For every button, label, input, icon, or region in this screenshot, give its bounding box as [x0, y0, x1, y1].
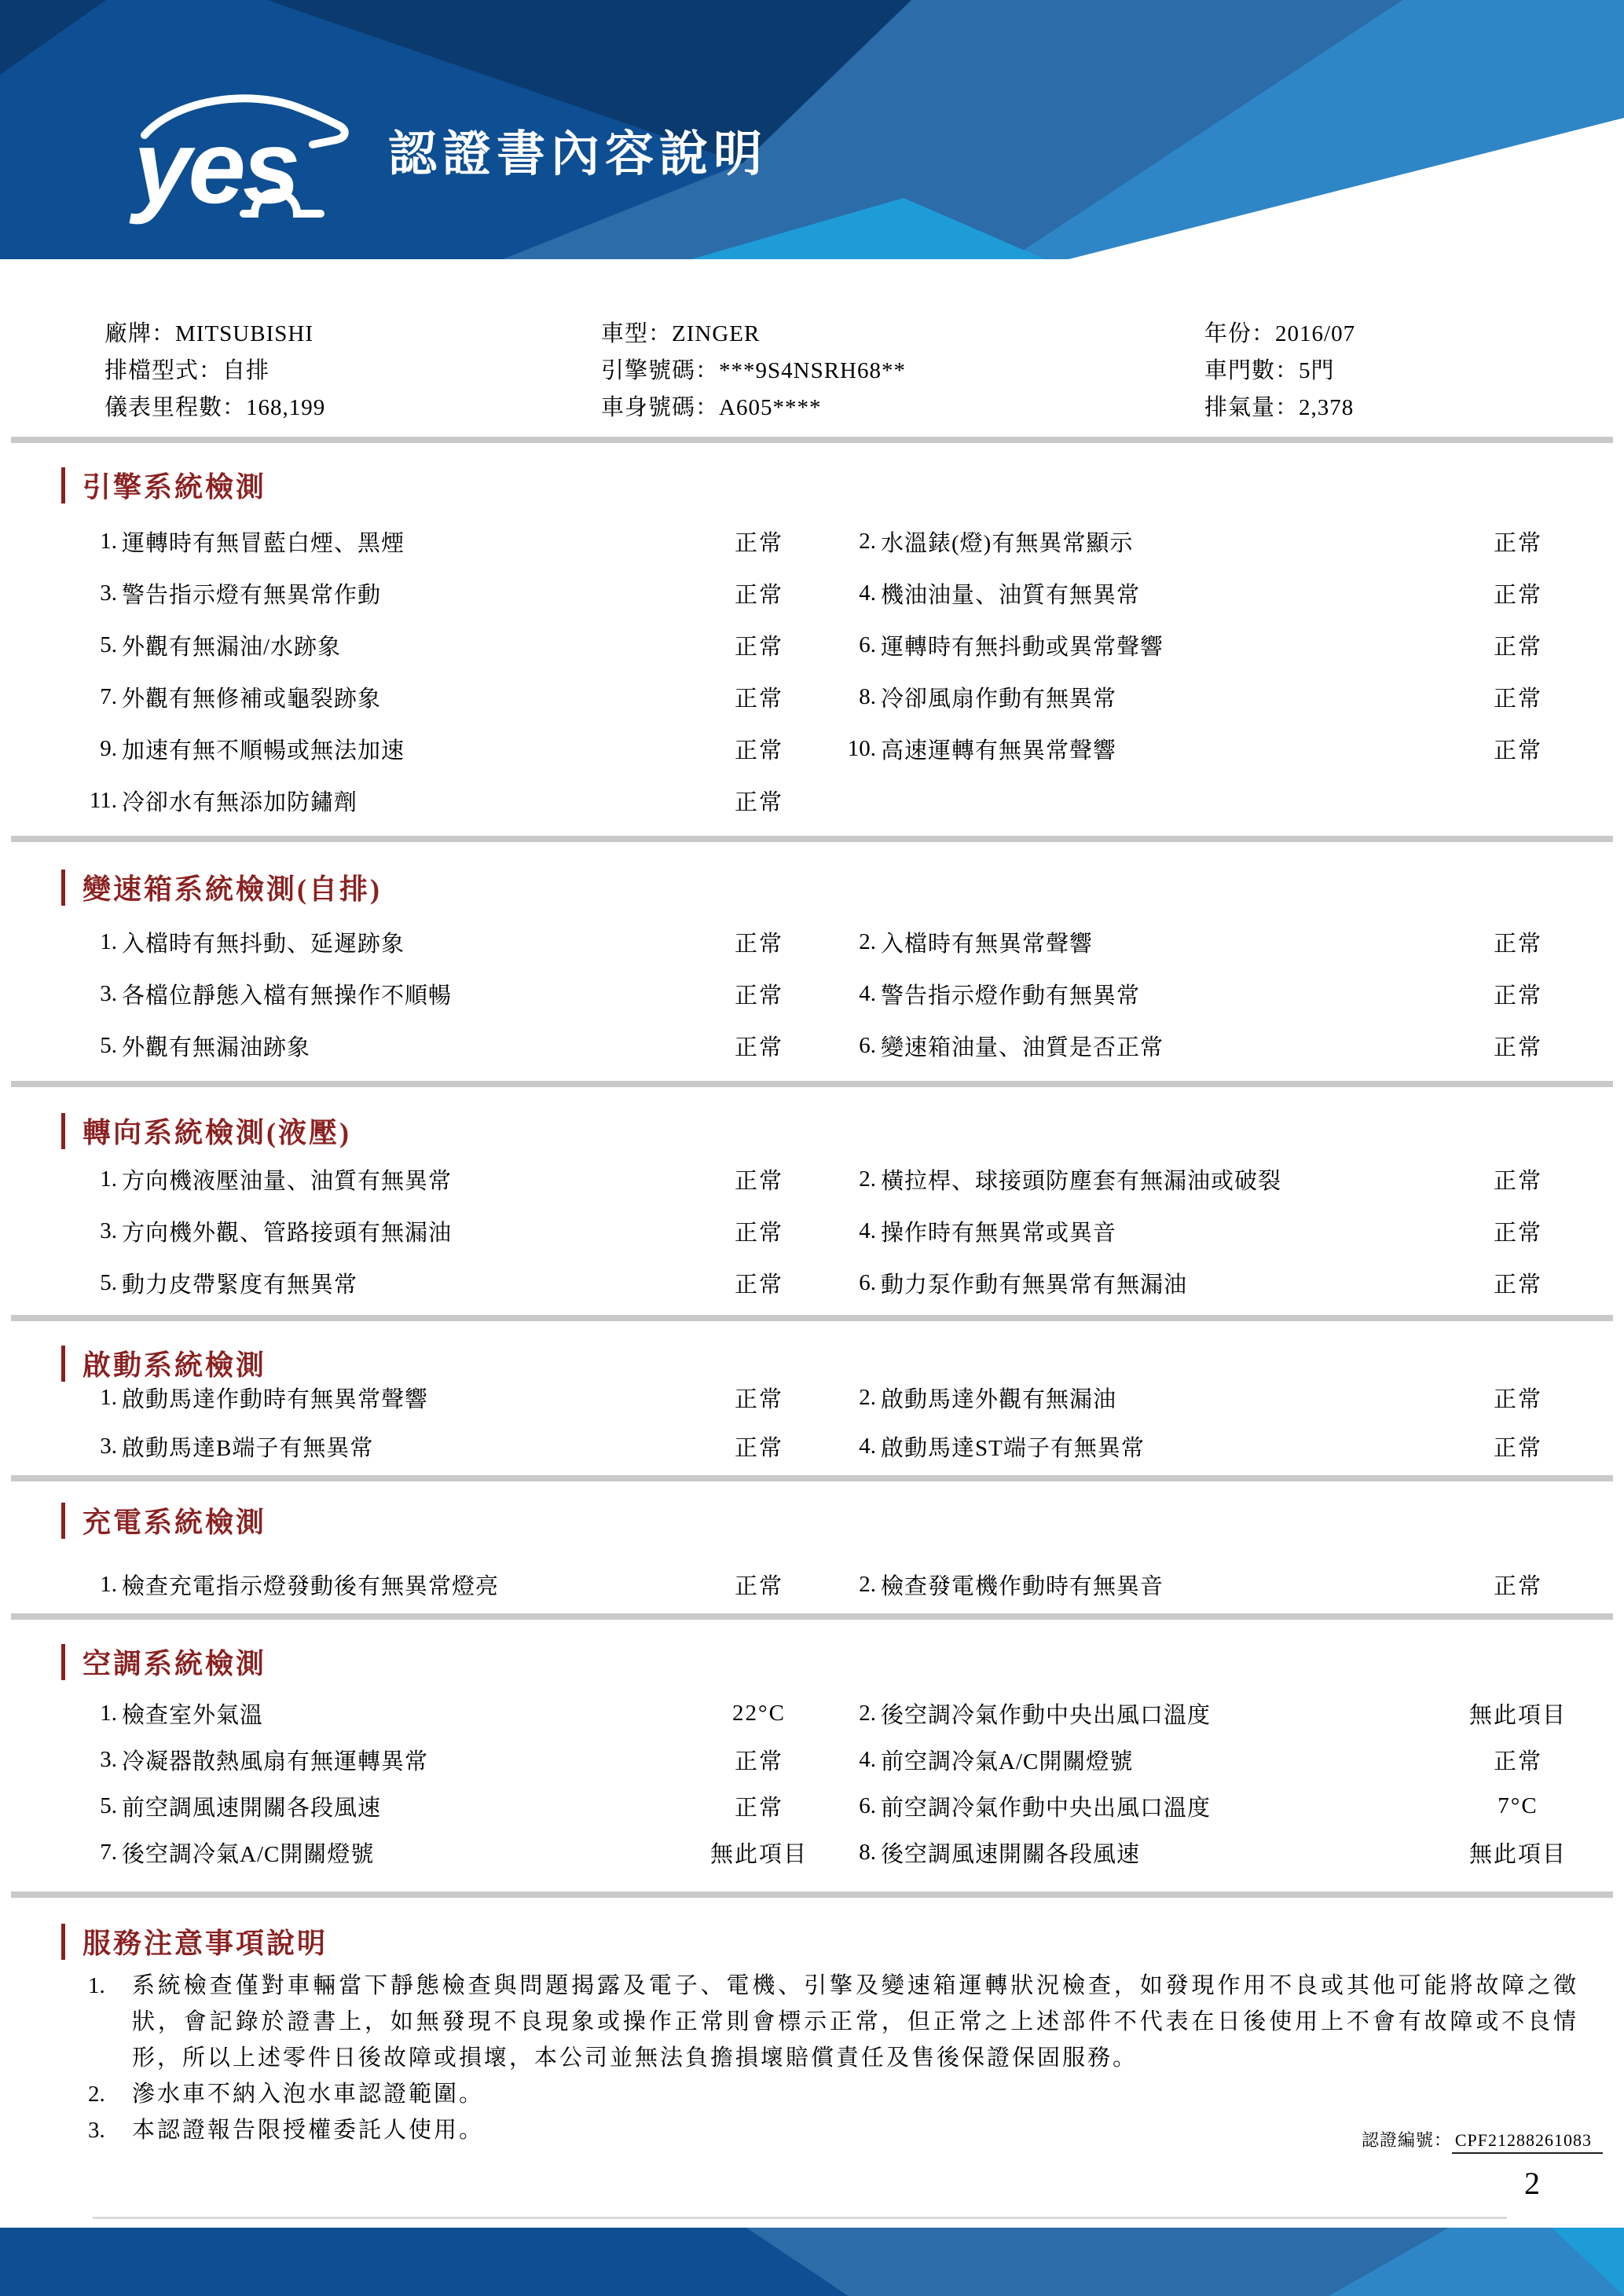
note-item: 3. 本認證報告限授權委託人使用。	[88, 2118, 485, 2143]
note-item: 2. 滲水車不納入泡水車認證範圍。	[88, 2082, 485, 2107]
section-title-aircon: 空調系統檢測	[61, 1642, 266, 1682]
divider	[11, 437, 1613, 443]
section-title-engine: 引擎系統檢測	[61, 465, 266, 505]
starter-items	[75, 1373, 1593, 1470]
footer-banner	[0, 2228, 1624, 2296]
page-number: 2	[1524, 2166, 1540, 2201]
check-row: 10. 高速運轉有無異常聲響 正常	[834, 723, 1593, 774]
check-row: 8. 冷卻風扇作動有無異常 正常	[834, 671, 1593, 723]
check-result: 正常	[734, 1272, 783, 1298]
check-row: 3. 方向機外觀、管路接頭有無漏油 正常	[75, 1205, 834, 1257]
check-row: 1. 檢查充電指示燈發動後有無異常燈亮 正常	[75, 1560, 834, 1609]
info-brand: 廠牌：MITSUBISHI	[104, 321, 313, 346]
section-bar-icon	[61, 1924, 65, 1960]
check-row: 7. 外觀有無修補或龜裂跡象 正常	[75, 671, 834, 723]
vehicle-info-col3	[1204, 316, 1624, 427]
check-row: 1. 方向機液壓油量、油質有無異常 正常	[75, 1153, 834, 1205]
check-result: 正常	[734, 582, 783, 608]
check-result: 正常	[734, 1034, 783, 1060]
check-row: 4. 操作時有無異常或異音 正常	[834, 1205, 1593, 1257]
check-result: 正常	[734, 1435, 783, 1461]
check-row: 2. 入檔時有無異常聲響 正常	[834, 916, 1593, 968]
check-row: 5. 前空調風速開關各段風速 正常	[75, 1783, 834, 1829]
section-bar-icon	[61, 870, 65, 906]
check-result: 無此項目	[1468, 1703, 1567, 1728]
section-bar-icon	[61, 467, 65, 504]
check-result: 正常	[734, 1796, 783, 1821]
check-result: 正常	[734, 931, 783, 957]
check-result: 正常	[1493, 1749, 1542, 1774]
section-bar-icon	[61, 1644, 65, 1680]
check-row: 4. 警告指示燈作動有無異常 正常	[834, 968, 1593, 1020]
engine-items	[75, 515, 1593, 826]
section-title-charging: 充電系統檢測	[61, 1500, 266, 1540]
check-result: 正常	[734, 1168, 783, 1194]
check-result: 正常	[1493, 1573, 1542, 1599]
certification-number-value: CPF21288261083	[1452, 2130, 1603, 2154]
check-result: 正常	[1493, 582, 1542, 608]
page-title: 認證書內容說明	[388, 127, 768, 181]
check-row: 1. 檢查室外氣溫 22°C	[75, 1690, 834, 1737]
divider	[11, 836, 1613, 842]
check-row: 2. 後空調冷氣作動中央出風口溫度 無此項目	[834, 1690, 1593, 1737]
section-bar-icon	[61, 1346, 65, 1382]
vehicle-info-col2	[601, 316, 1204, 427]
check-result: 正常	[1493, 1386, 1542, 1412]
check-result: 正常	[734, 530, 783, 556]
check-row: 3. 警告指示燈有無異常作動 正常	[75, 567, 834, 619]
check-row: 6. 動力泵作動有無異常有無漏油 正常	[834, 1257, 1593, 1309]
divider	[11, 1613, 1613, 1620]
section-title-service-notes: 服務注意事項說明	[61, 1921, 328, 1961]
check-row: 5. 外觀有無漏油/水跡象 正常	[75, 619, 834, 671]
divider	[11, 1315, 1613, 1321]
divider	[11, 1475, 1613, 1481]
check-result: 正常	[734, 1386, 783, 1412]
footer-shape-dark	[0, 2228, 849, 2296]
footer-shape-mid	[746, 2228, 1449, 2296]
info-model: 車型：ZINGER	[601, 321, 761, 346]
check-result: 正常	[734, 738, 783, 764]
divider	[11, 1081, 1613, 1087]
check-result: 正常	[1493, 931, 1542, 957]
footer-divider	[93, 2217, 1507, 2219]
check-row: 3. 啟動馬達B端子有無異常 正常	[75, 1422, 834, 1470]
check-result: 正常	[1493, 738, 1542, 764]
check-result: 正常	[1493, 634, 1542, 660]
check-result: 無此項目	[1468, 1842, 1567, 1867]
check-result: 正常	[1493, 1272, 1542, 1298]
check-row: 4. 前空調冷氣A/C開關燈號 正常	[834, 1737, 1593, 1783]
check-row: 5. 動力皮帶緊度有無異常 正常	[75, 1257, 834, 1309]
info-odometer: 儀表里程數：168,199	[104, 395, 326, 420]
vehicle-info	[104, 316, 1624, 427]
info-displacement: 排氣量：2,378	[1204, 395, 1355, 420]
certification-number: 認證編號： CPF21288261083	[1362, 2127, 1603, 2151]
check-row: 1. 運轉時有無冒藍白煙、黑煙 正常	[75, 515, 834, 567]
section-title-starter: 啟動系統檢測	[61, 1343, 266, 1383]
check-row: 4. 啟動馬達ST端子有無異常 正常	[834, 1422, 1593, 1470]
service-notes	[88, 1968, 1578, 2148]
check-result: 正常	[1493, 1435, 1542, 1461]
check-result: 正常	[734, 686, 783, 712]
check-result: 正常	[1493, 686, 1542, 712]
check-row: 5. 外觀有無漏油跡象 正常	[75, 1020, 834, 1071]
check-row: 9. 加速有無不順暢或無法加速 正常	[75, 723, 834, 774]
info-transmission-type: 排檔型式：自排	[104, 358, 270, 383]
check-result: 正常	[734, 983, 783, 1009]
vehicle-info-col1	[104, 316, 601, 427]
aircon-items	[75, 1690, 1593, 1876]
check-row: 6. 運轉時有無抖動或異常聲響 正常	[834, 619, 1593, 671]
section-bar-icon	[61, 1113, 65, 1149]
check-result: 22°C	[732, 1701, 786, 1726]
section-title-transmission: 變速箱系統檢測(自排)	[61, 867, 382, 907]
info-doors: 車門數：5門	[1204, 358, 1335, 383]
check-row: 11. 冷卻水有無添加防鏽劑 正常	[75, 774, 834, 826]
check-result: 正常	[1493, 1220, 1542, 1246]
check-result: 正常	[734, 1220, 783, 1246]
transmission-items	[75, 916, 1593, 1071]
section-bar-icon	[61, 1503, 65, 1539]
yes-logo	[127, 79, 371, 240]
divider	[11, 1891, 1613, 1898]
charging-items	[75, 1560, 1593, 1609]
check-result: 正常	[734, 634, 783, 660]
check-row: 2. 啟動馬達外觀有無漏油 正常	[834, 1373, 1593, 1422]
check-row: 4. 機油油量、油質有無異常 正常	[834, 567, 1593, 619]
check-result: 無此項目	[709, 1842, 808, 1867]
check-result: 正常	[1493, 1168, 1542, 1194]
check-result: 正常	[734, 789, 783, 815]
check-row: 7. 後空調冷氣A/C開關燈號 無此項目	[75, 1829, 834, 1876]
check-result: 正常	[734, 1749, 783, 1774]
check-row: 1. 啟動馬達作動時有無異常聲響 正常	[75, 1373, 834, 1422]
steering-items	[75, 1153, 1593, 1309]
check-row: 2. 檢查發電機作動時有無異音 正常	[834, 1560, 1593, 1609]
check-row: 1. 入檔時有無抖動、延遲跡象 正常	[75, 916, 834, 968]
check-result: 7°C	[1498, 1793, 1538, 1818]
check-row: 3. 冷凝器散熱風扇有無運轉異常 正常	[75, 1737, 834, 1783]
info-engine-no: 引擎號碼：***9S4NSRH68**	[601, 358, 907, 383]
check-row: 8. 後空調風速開關各段風速 無此項目	[834, 1829, 1593, 1876]
check-result: 正常	[1493, 983, 1542, 1009]
section-title-steering: 轉向系統檢測(液壓)	[61, 1111, 351, 1151]
check-result: 正常	[1493, 1034, 1542, 1060]
info-year: 年份：2016/07	[1204, 321, 1356, 346]
check-row: 2. 水溫錶(燈)有無異常顯示 正常	[834, 515, 1593, 567]
check-result: 正常	[1493, 530, 1542, 556]
check-result: 正常	[734, 1573, 783, 1599]
note-item: 1. 系統檢查僅對車輛當下靜態檢查與問題揭露及電子、電機、引擎及變速箱運轉狀況檢查，如發現作用不良或其他可能將故障之徵狀，會記錄於證書上，如無發現不良現象或操作正常則會標示正常，但正常之上述部件不代表在日後使用上不會有故障或不良情形，所以上述零件日後故障或損壞，本公司並無法負擔損壞賠償責任及售後保證保固服務。	[88, 1973, 1578, 2071]
check-row: 2. 橫拉桿、球接頭防塵套有無漏油或破裂 正常	[834, 1153, 1593, 1205]
logo-text: yes	[134, 109, 298, 225]
check-row: 6. 前空調冷氣作動中央出風口溫度 7°C	[834, 1783, 1593, 1829]
check-row: 3. 各檔位靜態入檔有無操作不順暢 正常	[75, 968, 834, 1020]
check-row: 6. 變速箱油量、油質是否正常 正常	[834, 1020, 1593, 1071]
info-body-no: 車身號碼：A605****	[601, 395, 822, 420]
